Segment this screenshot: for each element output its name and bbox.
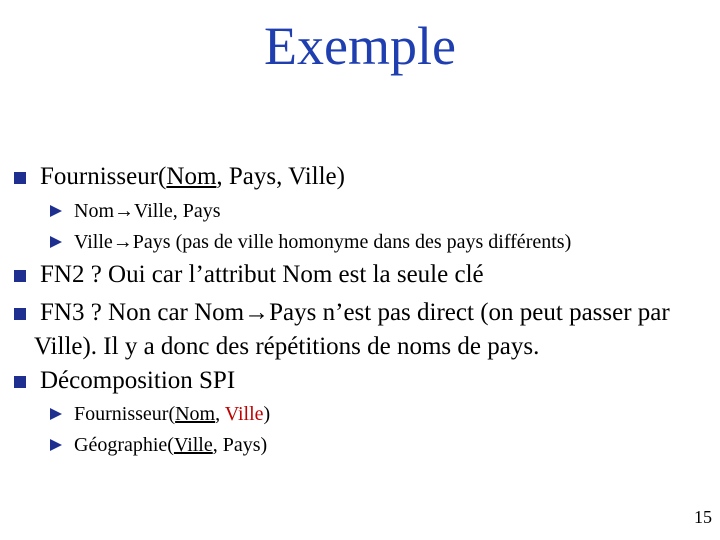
text-rest: , Pays, Ville): [216, 163, 345, 190]
bullet-text: [40, 160, 345, 194]
square-bullet-icon: [14, 376, 26, 388]
text-rest: , Pays): [212, 434, 268, 456]
text-prefix: Géographie(: [74, 434, 174, 456]
sub-text: [74, 400, 270, 428]
sub-text: [74, 197, 221, 225]
right-arrow-icon: →: [244, 299, 270, 326]
text-part1: FN3 ? Non car Nom: [40, 299, 245, 326]
right-arrow-icon: →: [114, 200, 134, 222]
triangle-bullet-icon: [50, 439, 62, 451]
square-bullet-icon: [14, 172, 26, 184]
square-bullet-icon: [14, 270, 26, 282]
bullet-text: Décomposition SPI: [40, 367, 236, 394]
key-attribute: Ville: [173, 434, 213, 456]
dep-left: Ville: [74, 231, 113, 253]
triangle-bullet-icon: [50, 408, 62, 420]
text-part2: Pays n’est pas direct (on peut passer par Ville). Il y a donc des répétitions de noms de pays.: [34, 299, 670, 360]
foreign-attribute: Ville: [224, 403, 264, 425]
slide-title: Exemple: [264, 16, 456, 76]
key-attribute: Nom: [166, 163, 217, 190]
key-attribute: Nom: [175, 403, 216, 425]
page-number: 15: [694, 507, 712, 527]
dep-left: Nom: [74, 200, 114, 222]
right-arrow-icon: →: [112, 231, 133, 253]
square-bullet-icon: [14, 308, 26, 320]
text-suffix: ): [263, 403, 271, 425]
bullet-text: FN2 ? Oui car l’attribut Nom est la seule clé: [40, 261, 484, 288]
dep-right: Ville, Pays: [134, 200, 221, 222]
text-prefix: Fournisseur(: [74, 403, 176, 425]
sub-text: [74, 228, 571, 256]
bullet-text: [34, 296, 714, 364]
text-sep: ,: [215, 403, 225, 425]
triangle-bullet-icon: [50, 205, 62, 217]
text-prefix: Fournisseur(: [40, 163, 167, 190]
dep-right: Pays (pas de ville homonyme dans des pays différents): [132, 231, 572, 253]
sub-text: [74, 431, 267, 459]
triangle-bullet-icon: [50, 236, 62, 248]
